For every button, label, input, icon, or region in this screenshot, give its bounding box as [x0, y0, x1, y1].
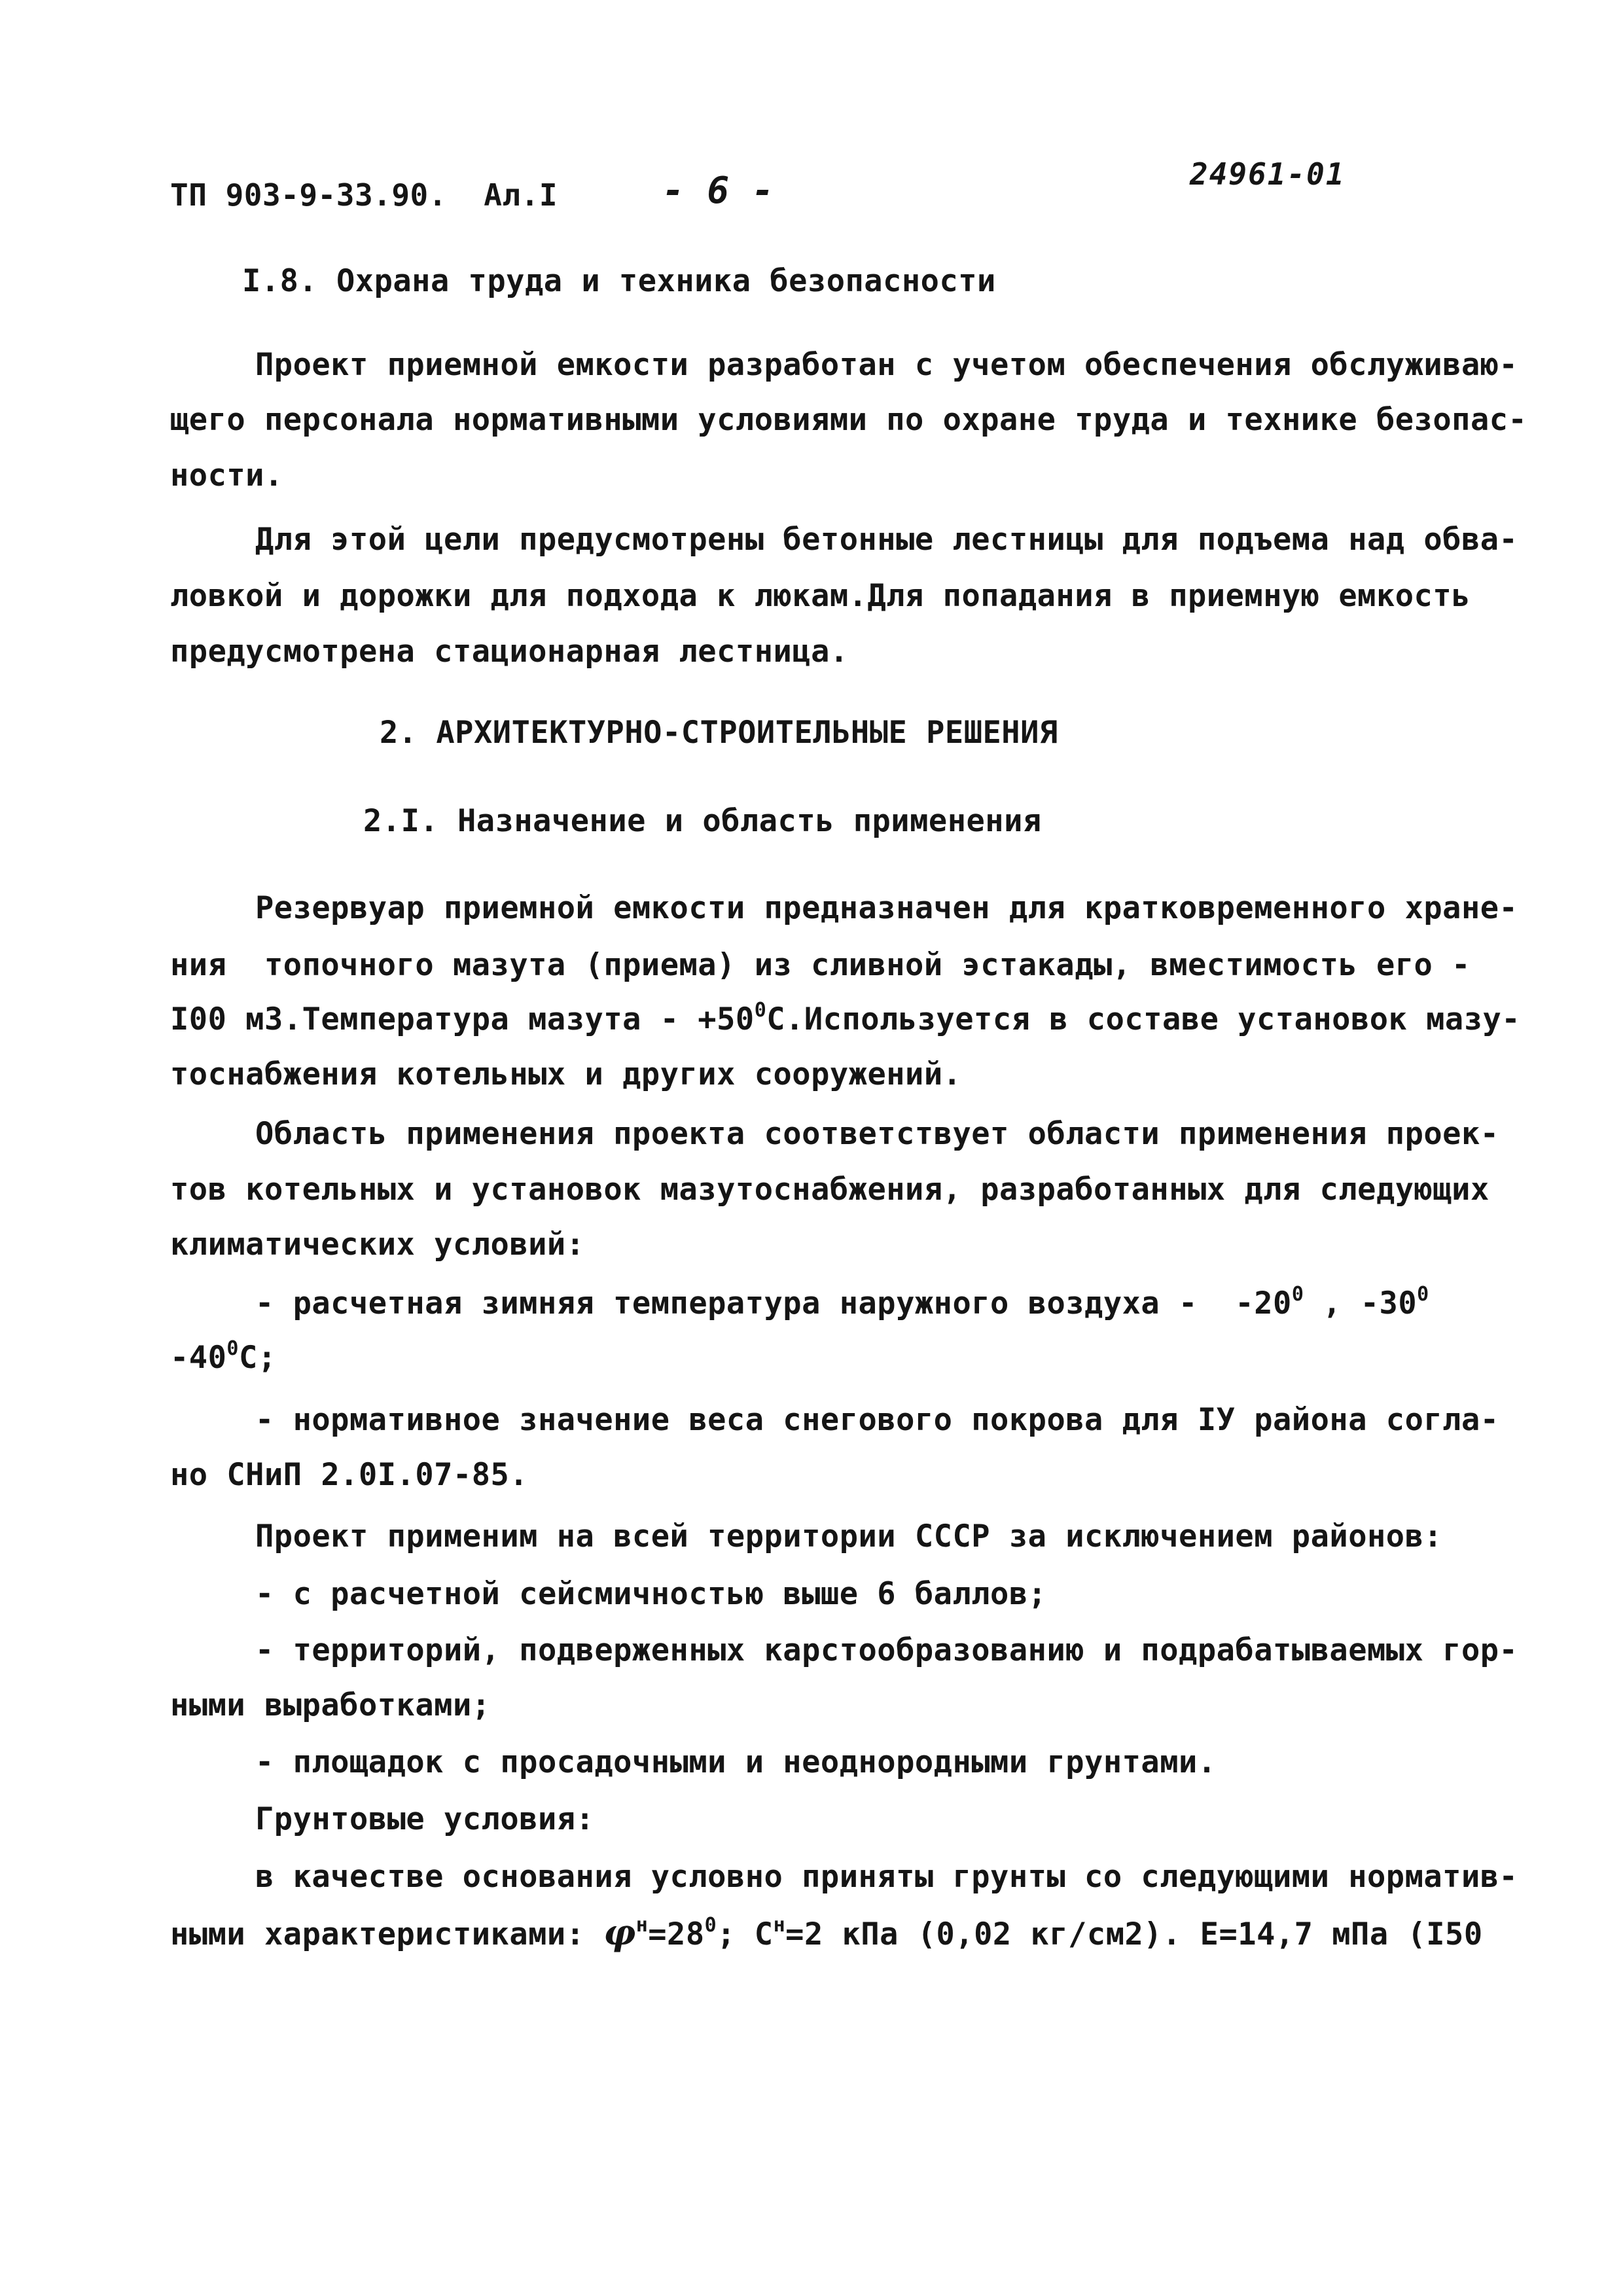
- paragraph-line: I00 м3.Температура мазута - $+50^0С.Используется$ в составе установок мазу-: [170, 999, 1521, 1037]
- section-heading-2: 2. АРХИТЕКТУРНО-СТРОИТЕЛЬНЫЕ РЕШЕНИЯ: [380, 715, 1058, 751]
- document-code: ТП 903-9-33.90. Ал.I: [170, 177, 558, 213]
- list-item-continuation: но СНиП 2.0I.07-85.: [170, 1457, 529, 1493]
- inventory-number: 24961-01: [1190, 156, 1346, 192]
- paragraph-heading: Грунтовые условия:: [255, 1801, 595, 1837]
- paragraph-line: Проект применим на всей территории СССР за исключением районов:: [255, 1518, 1443, 1554]
- paragraph-line: Резервуар приемной емкости предназначен для кратковременного хране-: [255, 890, 1518, 926]
- paragraph-line: Проект приемной емкости разработан с учетом обеспечения обслуживаю-: [255, 347, 1518, 383]
- paragraph-line: Область применения проекта соответствует области применения проек-: [255, 1116, 1499, 1152]
- paragraph-line: ния топочного мазута (приема) из сливной эстакады, вместимость его -: [170, 947, 1471, 983]
- list-item: - площадок с просадочными и неоднородными грунтами.: [255, 1744, 1217, 1780]
- list-item: - расчетная зимняя температура наружного воздуха - $-20^0$ , $-30^0$: [255, 1283, 1429, 1321]
- list-item-continuation: ными выработками;: [170, 1687, 491, 1723]
- paragraph-line: щего персонала нормативными условиями по охране труда и технике безопас-: [170, 402, 1527, 438]
- paragraph-line: ности.: [170, 457, 283, 493]
- list-item: - с расчетной сейсмичностью выше 6 баллов;: [255, 1576, 1047, 1612]
- phi-symbol: φ: [603, 1911, 636, 1953]
- paragraph-line: климатических условий:: [170, 1227, 585, 1263]
- paragraph-line: ловкой и дорожки для подхода к люкам.Для попадания в приемную емкость: [170, 578, 1471, 614]
- paragraph-line: Для этой цели предусмотрены бетонные лестницы для подъема над обва-: [255, 522, 1518, 558]
- paragraph-line: тов котельных и установок мазутоснабжения, разработанных для следующих: [170, 1172, 1489, 1208]
- section-heading-1-8: I.8. Охрана труда и техника безопасности: [242, 263, 996, 299]
- subsection-heading-2-1: 2.I. Назначение и область применения: [363, 803, 1042, 839]
- paragraph-line: тоснабжения котельных и других сооружений.: [170, 1056, 962, 1092]
- paragraph-line: в качестве основания условно приняты грунты со следующими норматив-: [255, 1859, 1518, 1895]
- list-item-continuation: $-40^0С$;: [170, 1337, 277, 1376]
- list-item: - территорий, подверженных карстообразованию и подрабатываемых гор-: [255, 1632, 1518, 1668]
- list-item: - нормативное значение веса снегового покрова для IУ района согла-: [255, 1402, 1499, 1438]
- page-number: - 6 -: [662, 170, 775, 212]
- paragraph-line: предусмотрена стационарная лестница.: [170, 634, 849, 670]
- paragraph-line: ными характеристиками: $\varphi^н=28^0$; $С^н=2$ кПа (0,02 кг/см2). Е=14,7 мПа (I50: [170, 1911, 1483, 1953]
